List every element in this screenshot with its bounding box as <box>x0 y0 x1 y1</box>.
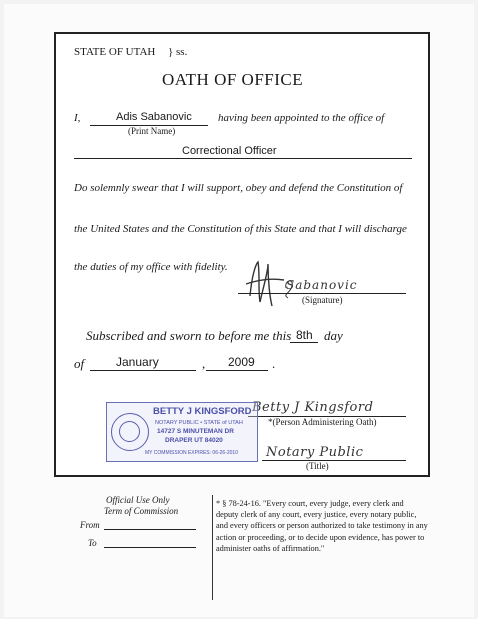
stamp-name: BETTY J KINGSFORD <box>153 406 252 417</box>
print-name-value: Adis Sabanovic <box>116 111 192 123</box>
date-comma: , <box>202 356 206 371</box>
day-label: day <box>324 328 343 343</box>
stamp-line-1: NOTARY PUBLIC • STATE of UTAH <box>155 420 243 426</box>
to-line <box>104 547 196 548</box>
print-name-caption: (Print Name) <box>128 126 176 136</box>
from-label: From <box>80 520 100 530</box>
sworn-text: Subscribed and sworn to before me this <box>86 328 292 343</box>
to-label: To <box>88 538 97 548</box>
document-title: OATH OF OFFICE <box>162 70 304 89</box>
administering-caption: *(Person Administering Oath) <box>268 417 377 427</box>
date-period: . <box>272 356 276 371</box>
office-line <box>74 158 412 159</box>
stamp-line-2: 14727 S MINUTEMAN DR <box>157 428 234 435</box>
notary-stamp <box>106 402 258 462</box>
i-label: I, <box>74 112 81 124</box>
oath-line-2: the United States and the Constitution of this State and that I will discharge <box>74 223 407 235</box>
official-use-title: Official Use Only <box>106 495 170 505</box>
year-line <box>206 370 268 371</box>
month-line <box>90 370 196 371</box>
appointed-text: having been appointed to the office of <box>218 112 385 124</box>
office-value: Correctional Officer <box>182 145 277 157</box>
signature-line <box>238 293 406 294</box>
oath-line-3: the duties of my office with fidelity. <box>74 261 228 273</box>
footnote-text: * § 78-24-16. "Every court, every judge, every clerk and deputy clerk of any court, every justice, every notary public, and every officers or person authorized to take testimony in any action or proceeding, or to decide upon evidence, has power to administer oaths of affirmation." <box>216 499 428 553</box>
ss-label: } ss. <box>168 46 188 58</box>
day-line <box>290 342 318 343</box>
stamp-line-4: MY COMMISSION EXPIRES: 06-26-2010 <box>145 450 238 456</box>
notary-seal-icon <box>111 413 149 451</box>
title-caption: (Title) <box>306 461 329 471</box>
month-value: January <box>116 355 159 369</box>
signature-caption: (Signature) <box>302 295 343 305</box>
signature-handwriting: Sabanovic <box>286 278 358 292</box>
state-label: STATE OF UTAH <box>74 46 156 58</box>
oath-line-1: Do solemnly swear that I will support, obey and defend the Constitution of <box>74 182 403 194</box>
day-value: 8th <box>296 328 313 342</box>
term-of-commission-title: Term of Commission <box>104 506 179 516</box>
year-value: 2009 <box>228 355 255 369</box>
title-signature: Notary Public <box>266 445 364 460</box>
of-label: of <box>74 356 85 371</box>
from-line <box>104 529 196 530</box>
bottom-divider <box>212 495 213 600</box>
stamp-line-3: DRAPER UT 84020 <box>165 437 223 444</box>
title-line <box>262 460 406 461</box>
administering-signature: Betty J Kingsford <box>252 400 374 415</box>
